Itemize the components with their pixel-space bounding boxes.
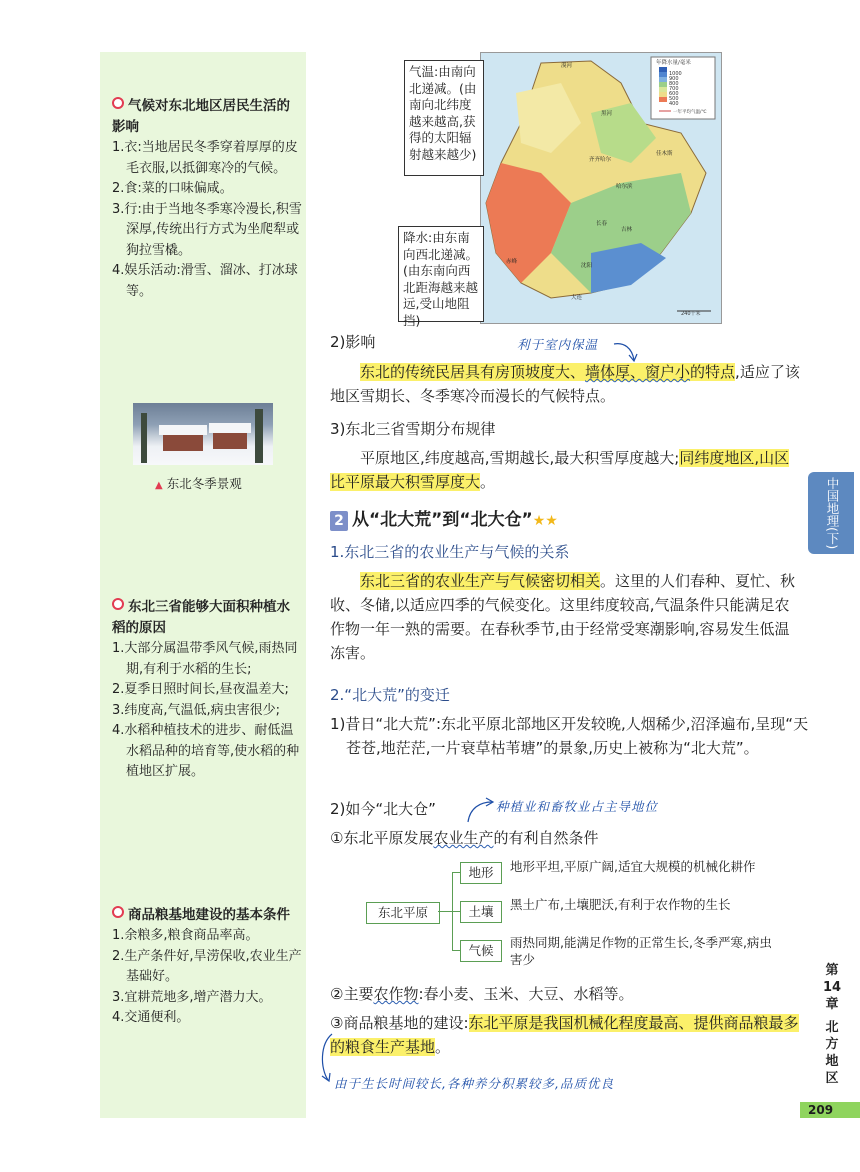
city-label: 黑河 bbox=[601, 111, 613, 117]
snow-heading: 3)东北三省雪期分布规律 bbox=[330, 420, 496, 438]
diagram-node-climate: 气候 bbox=[460, 940, 502, 962]
chapter-tab: 中国地理(下) bbox=[808, 472, 854, 554]
impact-heading: 2)影响 bbox=[330, 333, 376, 351]
grain-base-line: ③商品粮基地的建设:东北平原是我国机械化程度最高、提供商品粮最多的粮食生产基地。 bbox=[330, 1014, 799, 1056]
diagram-node-soil: 土壤 bbox=[460, 901, 502, 923]
map-scale: 240千米 bbox=[681, 311, 701, 317]
city-label: 沈阳 bbox=[581, 263, 593, 269]
now-heading: 2)如今“北大仓” bbox=[330, 800, 436, 818]
handwritten-note: 种植业和畜牧业占主导地位 bbox=[496, 799, 659, 814]
list-item: 4.水稻种植技术的进步、耐低温水稻品种的培育等,使水稻的种植地区扩展。 bbox=[112, 723, 300, 779]
paragraph-past: 1)昔日“北大荒”:东北平原北部地区开发较晚,人烟稀少,沼泽遍布,呈现“天苍苍,地茫茫,一片衰草枯苇塘”的景象,历史上被称为“北大荒”。 bbox=[330, 715, 809, 757]
diagram-root: 东北平原 bbox=[366, 902, 440, 924]
city-label: 长春 bbox=[596, 221, 608, 227]
list-item: 3.行:由于当地冬季寒冷漫长,积雪深厚,传统出行方式为坐爬犁或狗拉雪橇。 bbox=[112, 201, 302, 258]
diagram-desc-terrain: 地形平坦,平原广阔,适宜大规模的机械化耕作 bbox=[510, 859, 756, 874]
legend-label: 400 bbox=[669, 101, 679, 107]
winter-landscape-photo bbox=[133, 403, 273, 465]
paragraph-agri-climate: 东北三省的农业生产与气候密切相关。这里的人们春种、夏忙、秋收、冬储,以适应四季的气候变化。这里纬度较高,气温条件只能满足农作物一年一熟的需要。在春秋季节,由于经常受寒潮影响,容易发生低温冻害。 bbox=[330, 572, 796, 662]
subheading-change: 2.“北大荒”的变迁 bbox=[330, 686, 450, 704]
city-label: 赤峰 bbox=[506, 259, 518, 265]
city-label: 佳木斯 bbox=[656, 151, 673, 157]
legend-label: 1000 bbox=[669, 71, 682, 77]
triangle-icon: ▲ bbox=[155, 480, 163, 491]
map-graphic bbox=[481, 53, 721, 323]
city-label: 漠河 bbox=[561, 63, 573, 69]
legend-title: 年降水量/毫米 bbox=[656, 60, 691, 66]
list-item: 1.大部分属温带季风气候,雨热同期,有利于水稻的生长; bbox=[112, 641, 298, 677]
bullet-icon bbox=[112, 906, 124, 918]
list-item: 2.夏季日照时间长,昼夜温差大; bbox=[112, 682, 289, 697]
paragraph-snow: 平原地区,纬度越高,雪期越长,最大积雪厚度越大;同纬度地区,山区比平原最大积雪厚度大。 bbox=[330, 449, 790, 491]
diagram-desc-soil: 黑土广布,土壤肥沃,有利于农作物的生长 bbox=[510, 897, 731, 912]
list-item: 2.食:菜的口味偏咸。 bbox=[112, 181, 233, 196]
bullet-icon bbox=[112, 97, 124, 109]
legend-label: 900 bbox=[669, 76, 679, 82]
handwritten-note: 由于生长时间较长,各种养分积累较多,品质优良 bbox=[334, 1076, 614, 1091]
section-heading: 2 从“北大荒”到“北大仓”★★ bbox=[330, 508, 800, 533]
legend-label: 800 bbox=[669, 81, 679, 87]
conditions-heading: ①东北平原发展农业生产的有利自然条件 bbox=[330, 829, 599, 847]
arrow-icon bbox=[462, 796, 496, 826]
paragraph-dwellings: 东北的传统民居具有房顶坡度大、墙体厚、窗户小的特点,适应了该地区雪期长、冬季寒冷而漫长的气候特点。 bbox=[330, 363, 800, 405]
legend-label: 700 bbox=[669, 86, 679, 92]
subheading-climate-agri: 1.东北三省的农业生产与气候的关系 bbox=[330, 543, 570, 561]
list-item: 3.宜耕荒地多,增产潜力大。 bbox=[112, 989, 272, 1005]
map-note-temperature: 气温:由南向北递减。(由南向北纬度越来越高,获得的太阳辐射越来越少) bbox=[404, 60, 484, 176]
list-item: 1.衣:当地居民冬季穿着厚厚的皮毛衣服,以抵御寒冷的气候。 bbox=[112, 140, 298, 176]
city-label: 吉林 bbox=[621, 227, 633, 233]
chapter-label: 第 14 章 北 方 地 区 bbox=[822, 963, 842, 1086]
handwritten-note: 利于室内保温 bbox=[517, 337, 599, 352]
section-number: 2 bbox=[330, 511, 348, 531]
photo-caption: ▲ 东北冬季景观 bbox=[155, 476, 242, 491]
legend-label: 500 bbox=[669, 96, 679, 102]
city-label: 大连 bbox=[571, 295, 583, 301]
legend-label: 600 bbox=[669, 91, 679, 97]
sidebar-section-climate-life: 气候对东北地区居民生活的影响 1.衣:当地居民冬季穿着厚厚的皮毛衣服,以抵御寒冷的气候。 2.食:菜的口味偏咸。 3.行:由于当地冬季寒冷漫长,积雪深厚,传统出行方式为坐爬犁或狗拉雪橇。 4.娱乐活动:滑雪、溜冰、打冰球等。 bbox=[112, 96, 302, 302]
star-icon: ★★ bbox=[532, 513, 558, 529]
diagram-desc-climate: 雨热同期,能满足作物的正常生长,冬季严寒,病虫害少 bbox=[510, 935, 772, 967]
legend-isotherm: 一年平均气温/℃ bbox=[673, 110, 707, 115]
city-label: 哈尔滨 bbox=[616, 184, 633, 190]
list-item: 2.生产条件好,旱涝保收,农业生产基础好。 bbox=[112, 948, 302, 984]
sidebar-section-grain-base: 商品粮基地建设的基本条件 1.余粮多,粮食商品率高。 2.生产条件好,旱涝保收,农业生产基础好。 3.宜耕荒地多,增产潜力大。 4.交通便利。 bbox=[112, 905, 302, 1029]
page-number: 209 bbox=[800, 1102, 860, 1118]
diagram-node-terrain: 地形 bbox=[460, 862, 502, 884]
city-label: 齐齐哈尔 bbox=[589, 157, 612, 163]
sidebar-section-rice: 东北三省能够大面积种植水稻的原因 1.大部分属温带季风气候,雨热同期,有利于水稻的生长; 2.夏季日照时间长,昼夜温差大; 3.纬度高,气温低,病虫害很少; 4.水稻种植技术的进步、耐低温水稻品种的培育等,使水稻的种植地区扩展。 bbox=[112, 597, 302, 783]
list-item: 1.余粮多,粮食商品率高。 bbox=[112, 928, 259, 943]
list-item: 3.纬度高,气温低,病虫害很少; bbox=[112, 702, 281, 718]
northeast-climate-map bbox=[480, 52, 722, 324]
list-item: 4.交通便利。 bbox=[112, 1010, 190, 1025]
list-item: 4.娱乐活动:滑雪、溜冰、打冰球等。 bbox=[112, 263, 298, 299]
map-note-precipitation: 降水:由东南向西北递减。(由东南向西北距海越来越远,受山地阻挡) bbox=[398, 226, 484, 322]
bullet-icon bbox=[112, 598, 124, 610]
crops-line: ②主要农作物:春小麦、玉米、大豆、水稻等。 bbox=[330, 985, 634, 1003]
